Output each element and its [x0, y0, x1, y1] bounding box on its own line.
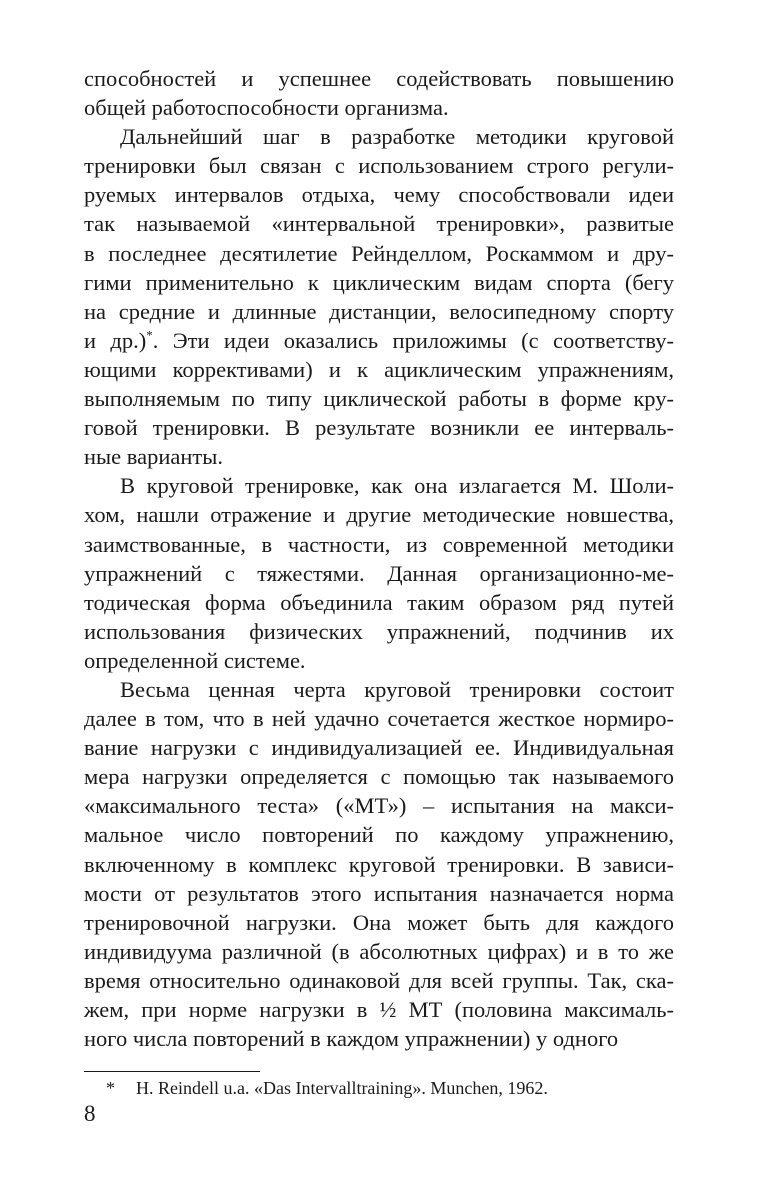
text-line: мости от результатов этого испытания назначается норма	[84, 880, 674, 906]
text-line: и др.)*. Эти идеи оказались приложимы (с соответству-	[84, 327, 675, 353]
text-line: говой тренировки. В результате возникли ее интерваль-	[84, 415, 674, 441]
text-line: определенной системе.	[84, 647, 306, 673]
text-line: заимствованные, в частности, из современной методики	[84, 531, 674, 557]
text-line: время относительно одинаковой для всей группы. Так, ска-	[84, 967, 674, 993]
footnote-reference: *	[146, 327, 153, 343]
text-line: ного числа повторений в каждом упражнении) у одного	[84, 1026, 619, 1052]
text-line: так называемой «интервальной тренировки», развитые	[84, 211, 674, 237]
text-line: тодическая форма объединила таким образом ряд путей	[84, 589, 674, 615]
text-line: Весьма ценная черта круговой тренировки состоит	[120, 676, 674, 702]
text-line: «максимального теста» («МТ») – испытания на макси-	[84, 793, 674, 819]
paragraph	[84, 471, 674, 675]
page-number: 8	[84, 1101, 96, 1126]
paragraph	[84, 64, 674, 122]
paragraph	[84, 675, 674, 1053]
text-line: хом, нашли отражение и другие методические новшества,	[84, 502, 674, 528]
text-line: мера нагрузки определяется с помощью так называемого	[84, 764, 674, 790]
text-line: использования физических упражнений, подчинив их	[84, 618, 674, 644]
text-line: тренировки был связан с использованием строго регули-	[84, 153, 674, 179]
paragraph	[84, 122, 674, 471]
footnote-divider	[84, 1071, 260, 1072]
text-line: вание нагрузки с индивидуализацией ее. Индивидуальная	[84, 735, 674, 761]
text-line: ные варианты.	[84, 444, 223, 470]
text-line: руемых интервалов отдыха, чему способствовали идеи	[84, 182, 674, 208]
text-line: жем, при норме нагрузки в ½ МТ (половина максималь-	[84, 997, 674, 1022]
text-line: мальное число повторений по каждому упражнению,	[84, 822, 674, 848]
text-line: далее в том, что в ней удачно сочетается жесткое нормиро-	[84, 706, 674, 732]
text-line: в последнее десятилетие Рейнделлом, Роскаммом и дру-	[84, 240, 674, 266]
text-line: гими применительно к циклическим видам спорта (бегу	[84, 269, 674, 295]
text-line: индивидуума различной (в абсолютных цифрах) и в то же	[84, 938, 674, 964]
text-line: ющими коррективами) и к ациклическим упражнениям,	[84, 356, 674, 382]
footnote-text: H. Reindell u.a. «Das Intervalltraining». Munchen, 1962.	[136, 1078, 548, 1098]
text-line: на средние и длинные дистанции, велосипедному спорту	[84, 298, 674, 324]
footnote-mark: *	[106, 1078, 115, 1098]
text-line: В круговой тренировке, как она излагается М. Шоли-	[120, 473, 674, 499]
text-line: тренировочной нагрузки. Она может быть для каждого	[84, 909, 674, 935]
text-line: упражнений с тяжестями. Данная организационно-ме-	[84, 560, 674, 586]
text-line: общей работоспособности организма.	[84, 95, 449, 121]
body-text	[84, 64, 674, 1053]
text-line: Дальнейший шаг в разработке методики круговой	[120, 124, 674, 150]
text-line: способностей и успешнее содействовать повышению	[84, 66, 674, 91]
text-line: включенному в комплекс круговой тренировки. В зависи-	[84, 851, 674, 877]
footnote	[106, 1076, 548, 1100]
text-line: выполняемым по типу циклической работы в форме кру-	[84, 386, 674, 412]
